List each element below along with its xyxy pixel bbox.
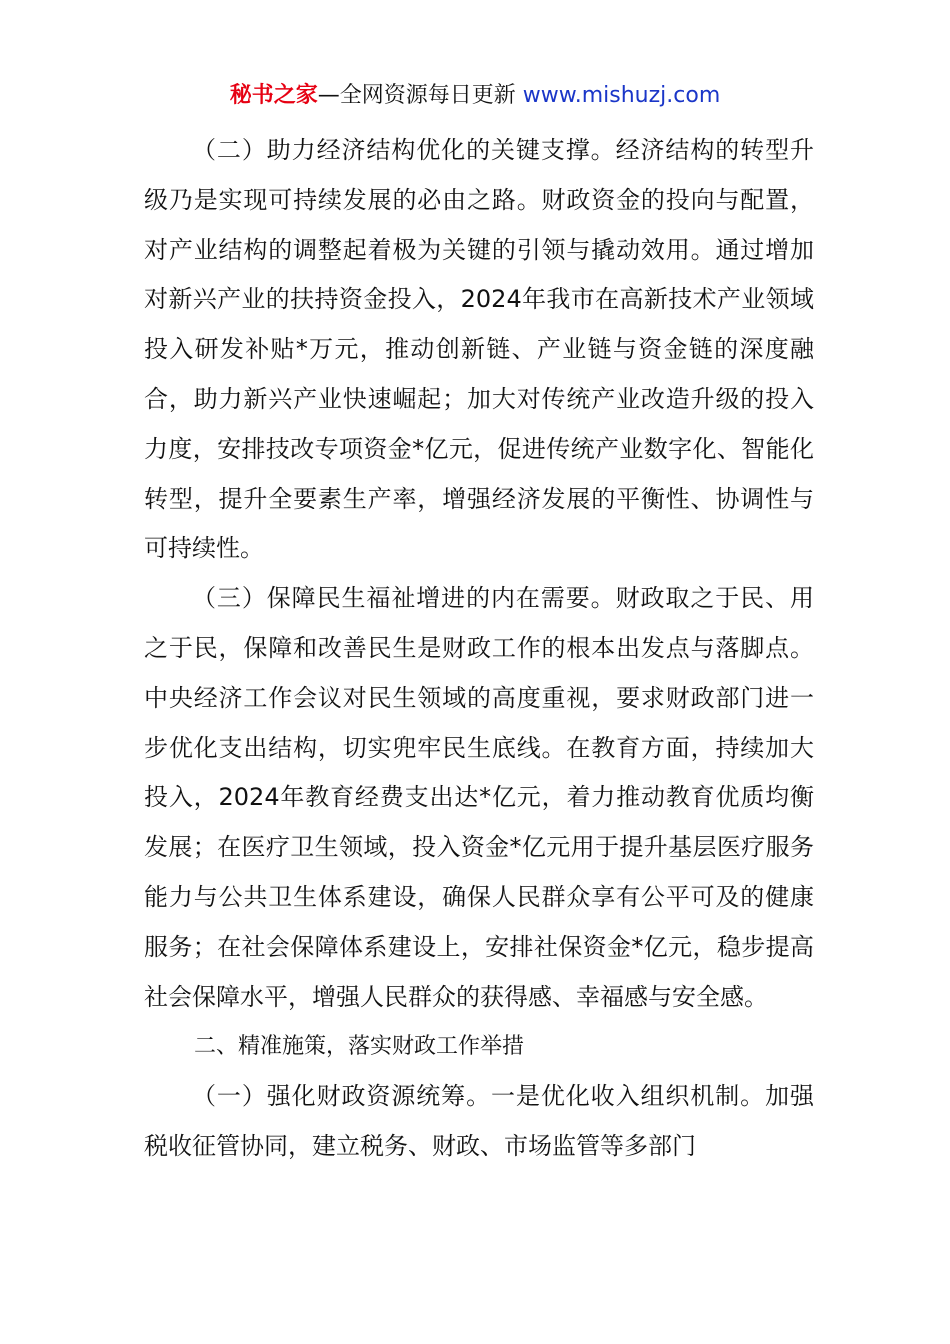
site-url[interactable]: www.mishuzj.com xyxy=(522,83,721,108)
paragraph-economic-structure: （二）助力经济结构优化的关键支撑。经济结构的转型升级乃是实现可持续发展的必由之路。财政资金的投向与配置，对产业结构的调整起着极为关键的引领与撬动效用。通过增加对新兴产业的扶持资金投入，2024年我市在高新技术产业领域投入研发补贴*万元，推动创新链、产业链与资金链的深度融合，助力新兴产业快速崛起；加大对传统产业改造升级的投入力度，安排技改专项资金*亿元，促进传统产业数字化、智能化转型，提升全要素生产率，增强经济发展的平衡性、协调性与可持续性。 xyxy=(144,136,814,563)
brand-name: 秘书之家 xyxy=(229,83,318,108)
page-header xyxy=(0,80,950,112)
paragraph-fiscal-resources: （一）强化财政资源统筹。一是优化收入组织机制。加强税收征管协同，建立税务、财政、市场监管等多部门 xyxy=(144,1082,814,1160)
document-body xyxy=(144,126,814,1172)
header-tagline: —全网资源每日更新 xyxy=(317,83,523,108)
paragraph-livelihood: （三）保障民生福祉增进的内在需要。财政取之于民、用之于民，保障和改善民生是财政工作的根本出发点与落脚点。中央经济工作会议对民生领域的高度重视，要求财政部门进一步优化支出结构，切实兜牢民生底线。在教育方面，持续加大投入，2024年教育经费支出达*亿元，着力推动教育优质均衡发展；在医疗卫生领域，投入资金*亿元用于提升基层医疗服务能力与公共卫生体系建设，确保人民群众享有公平可及的健康服务；在社会保障体系建设上，安排社保资金*亿元，稳步提高社会保障水平，增强人民群众的获得感、幸福感与安全感。 xyxy=(144,584,814,1011)
section-heading: 二、精准施策，落实财政工作举措 xyxy=(194,1034,525,1060)
